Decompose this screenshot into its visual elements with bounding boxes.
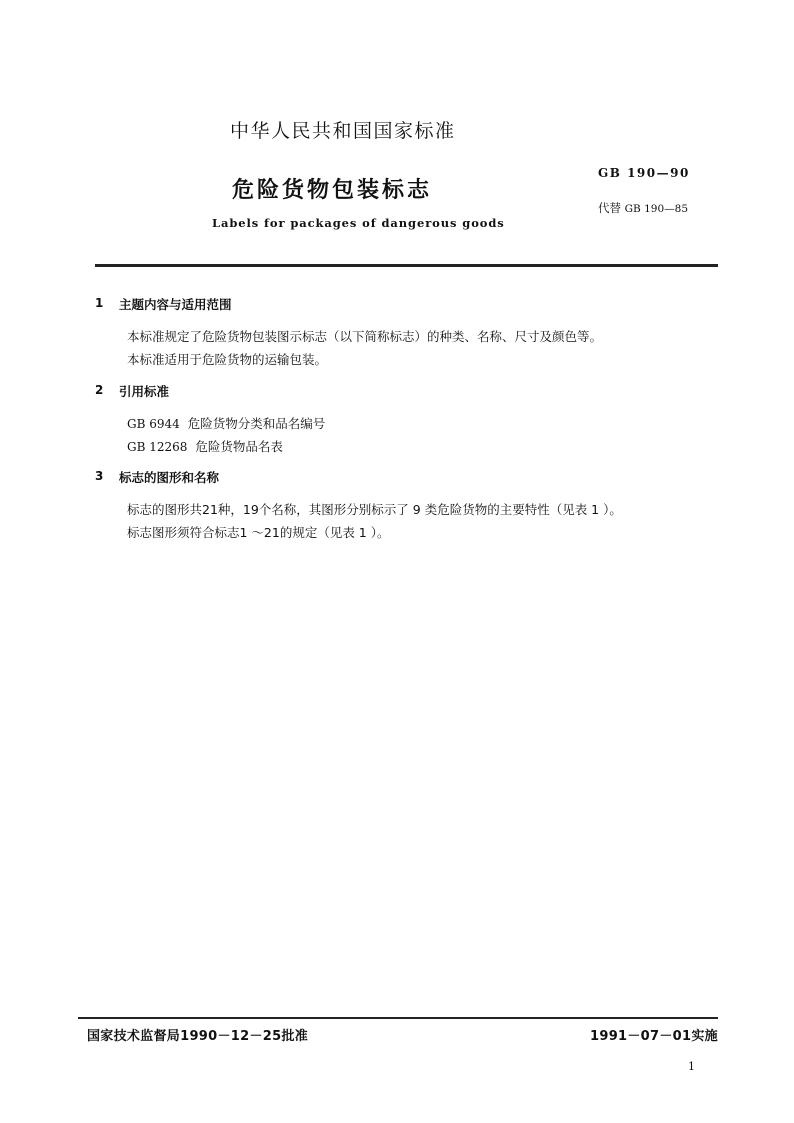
reference-code: GB 12268 <box>127 440 188 454</box>
header-divider <box>95 264 718 267</box>
reference-name: 危险货物分类和品名编号 <box>187 416 326 431</box>
section-number: 1 <box>95 296 104 310</box>
approval-date: 国家技术监督局1990－12－25批准 <box>87 1029 309 1044</box>
reference-item <box>127 437 283 455</box>
section-number: 2 <box>95 383 104 397</box>
section-title: 引用标准 <box>119 384 170 399</box>
page-number: 1 <box>688 1060 695 1073</box>
document-title-english: Labels for packages of dangerous goods <box>212 216 505 230</box>
paragraph: 标志图形须符合标志1 ～21的规定（见表 1 ）。 <box>127 525 390 540</box>
replaces-label: 代替 <box>598 201 621 215</box>
section-title: 标志的图形和名称 <box>119 470 220 485</box>
replaces-code: GB 190—85 <box>624 203 688 215</box>
section-number: 3 <box>95 469 104 483</box>
paragraph: 本标准规定了危险货物包装图示标志（以下简称标志）的种类、名称、尺寸及颜色等。 <box>127 329 603 344</box>
replaces-note <box>598 200 688 216</box>
paragraph: 标志的图形共21种，19个名称，其图形分别标示了 9 类危险货物的主要特性（见表 1 ）。 <box>127 502 622 517</box>
footer-divider <box>78 1017 718 1019</box>
reference-name: 危险货物品名表 <box>195 439 283 454</box>
paragraph: 本标准适用于危险货物的运输包装。 <box>127 352 328 367</box>
national-standard-heading: 中华人民共和国国家标准 <box>230 120 456 142</box>
reference-code: GB 6944 <box>127 417 180 431</box>
reference-item <box>127 414 325 432</box>
effective-date: 1991－07－01实施 <box>590 1029 718 1044</box>
document-title: 危险货物包装标志 <box>232 178 433 203</box>
section-title: 主题内容与适用范围 <box>119 297 232 312</box>
standard-code: GB 190—90 <box>598 166 690 180</box>
